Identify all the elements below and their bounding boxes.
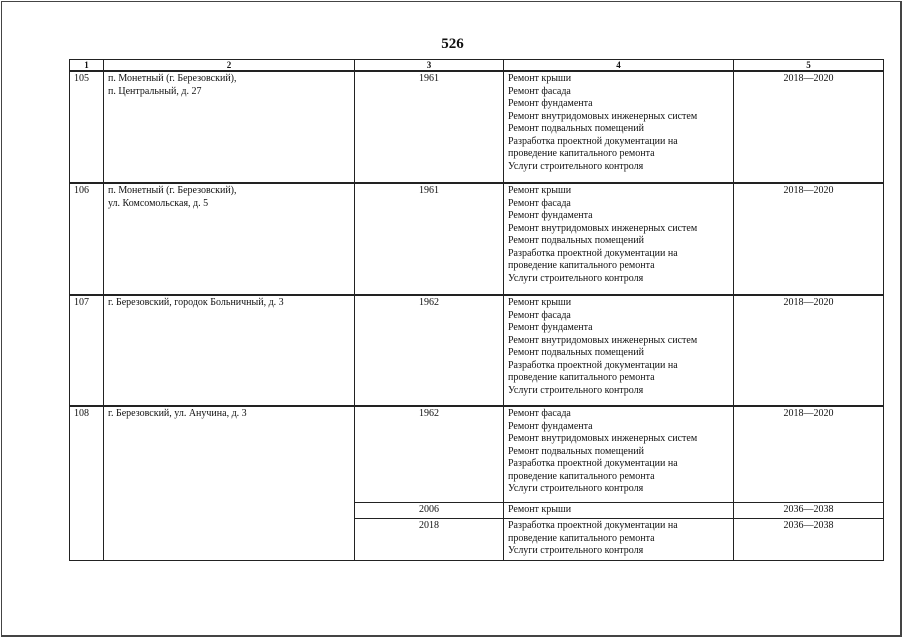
building-address <box>104 406 355 561</box>
work-item: Услуги строительного контроля <box>508 272 644 284</box>
table-row <box>70 183 884 295</box>
work-item: проведение капитального ремонта <box>508 372 655 383</box>
work-item: Ремонт крыши <box>508 73 572 84</box>
column-header-3: 3 <box>355 60 504 72</box>
works-list <box>504 295 734 406</box>
works-list <box>504 183 734 295</box>
work-item: Ремонт фундамента <box>508 98 593 109</box>
repair-schedule-table <box>69 59 884 561</box>
row-number: 106 <box>70 183 104 295</box>
work-item: проведение капитального ремонта <box>508 148 655 159</box>
work-item: Разработка проектной документации на <box>508 135 678 147</box>
building-address <box>104 183 355 295</box>
repair-period: 2036—2038 <box>734 502 884 519</box>
row-number: 107 <box>70 295 104 406</box>
work-item: Ремонт внутридомовых инженерных систем <box>508 433 698 444</box>
works-list <box>504 519 734 561</box>
work-item: Разработка проектной документации на <box>508 247 678 259</box>
row-number: 108 <box>70 406 104 561</box>
work-item: Ремонт фасада <box>508 408 571 419</box>
work-item: Ремонт крыши <box>508 185 572 196</box>
work-item: Ремонт фундамента <box>508 420 593 432</box>
work-item: Разработка проектной документации на <box>508 458 678 469</box>
year: 1962 <box>355 295 504 406</box>
repair-period: 2018—2020 <box>734 183 884 295</box>
year: 1962 <box>355 406 504 502</box>
column-header-4: 4 <box>504 60 734 72</box>
work-item: Ремонт подвальных помещений <box>508 235 644 246</box>
repair-period: 2018—2020 <box>734 295 884 406</box>
works-list <box>504 406 734 502</box>
repair-period: 2018—2020 <box>734 406 884 502</box>
table-row <box>70 295 884 406</box>
work-item: Ремонт подвальных помещений <box>508 347 644 358</box>
column-header-5: 5 <box>734 60 884 72</box>
year: 1961 <box>355 71 504 183</box>
year: 2018 <box>355 519 504 561</box>
work-item: проведение капитального ремонта <box>508 532 655 544</box>
work-item: Ремонт фундамента <box>508 322 593 333</box>
address-line: п. Монетный (г. Березовский), <box>108 73 237 84</box>
column-header-2: 2 <box>104 60 355 72</box>
address-line: г. Березовский, городок Больничный, д. 3 <box>108 297 284 308</box>
work-item: Ремонт крыши <box>508 503 572 515</box>
work-item: Ремонт крыши <box>508 297 572 308</box>
work-item: Ремонт внутридомовых инженерных систем <box>508 334 698 346</box>
works-list <box>504 71 734 183</box>
works-list <box>504 502 734 519</box>
work-item: проведение капитального ремонта <box>508 260 655 271</box>
work-item: Ремонт внутридомовых инженерных систем <box>508 222 698 234</box>
work-item: Ремонт фасада <box>508 85 571 97</box>
table-row <box>70 71 884 183</box>
address-line: г. Березовский, ул. Анучина, д. 3 <box>108 408 247 419</box>
work-item: Услуги строительного контроля <box>508 384 644 396</box>
work-item: Ремонт внутридомовых инженерных систем <box>508 110 698 122</box>
work-item: Ремонт фундамента <box>508 210 593 221</box>
work-item: Услуги строительного контроля <box>508 545 644 556</box>
page-number: 526 <box>441 36 464 52</box>
work-item: Ремонт фасада <box>508 309 571 321</box>
address-line: п. Центральный, д. 27 <box>108 85 202 97</box>
column-number-row <box>70 60 884 72</box>
work-item: Ремонт подвальных помещений <box>508 123 644 134</box>
year: 1961 <box>355 183 504 295</box>
building-address <box>104 71 355 183</box>
repair-period: 2018—2020 <box>734 71 884 183</box>
work-item: Разработка проектной документации на <box>508 520 678 531</box>
work-item: Услуги строительного контроля <box>508 483 644 494</box>
address-line: п. Монетный (г. Березовский), <box>108 185 237 196</box>
building-address <box>104 295 355 406</box>
table-row <box>70 406 884 502</box>
work-item: Ремонт фасада <box>508 197 571 209</box>
work-item: Услуги строительного контроля <box>508 160 644 172</box>
year: 2006 <box>355 502 504 519</box>
address-line: ул. Комсомольская, д. 5 <box>108 197 209 209</box>
column-header-1: 1 <box>70 60 104 72</box>
work-item: Разработка проектной документации на <box>508 359 678 371</box>
work-item: проведение капитального ремонта <box>508 470 655 482</box>
repair-period: 2036—2038 <box>734 519 884 561</box>
work-item: Ремонт подвальных помещений <box>508 445 644 457</box>
row-number: 105 <box>70 71 104 183</box>
